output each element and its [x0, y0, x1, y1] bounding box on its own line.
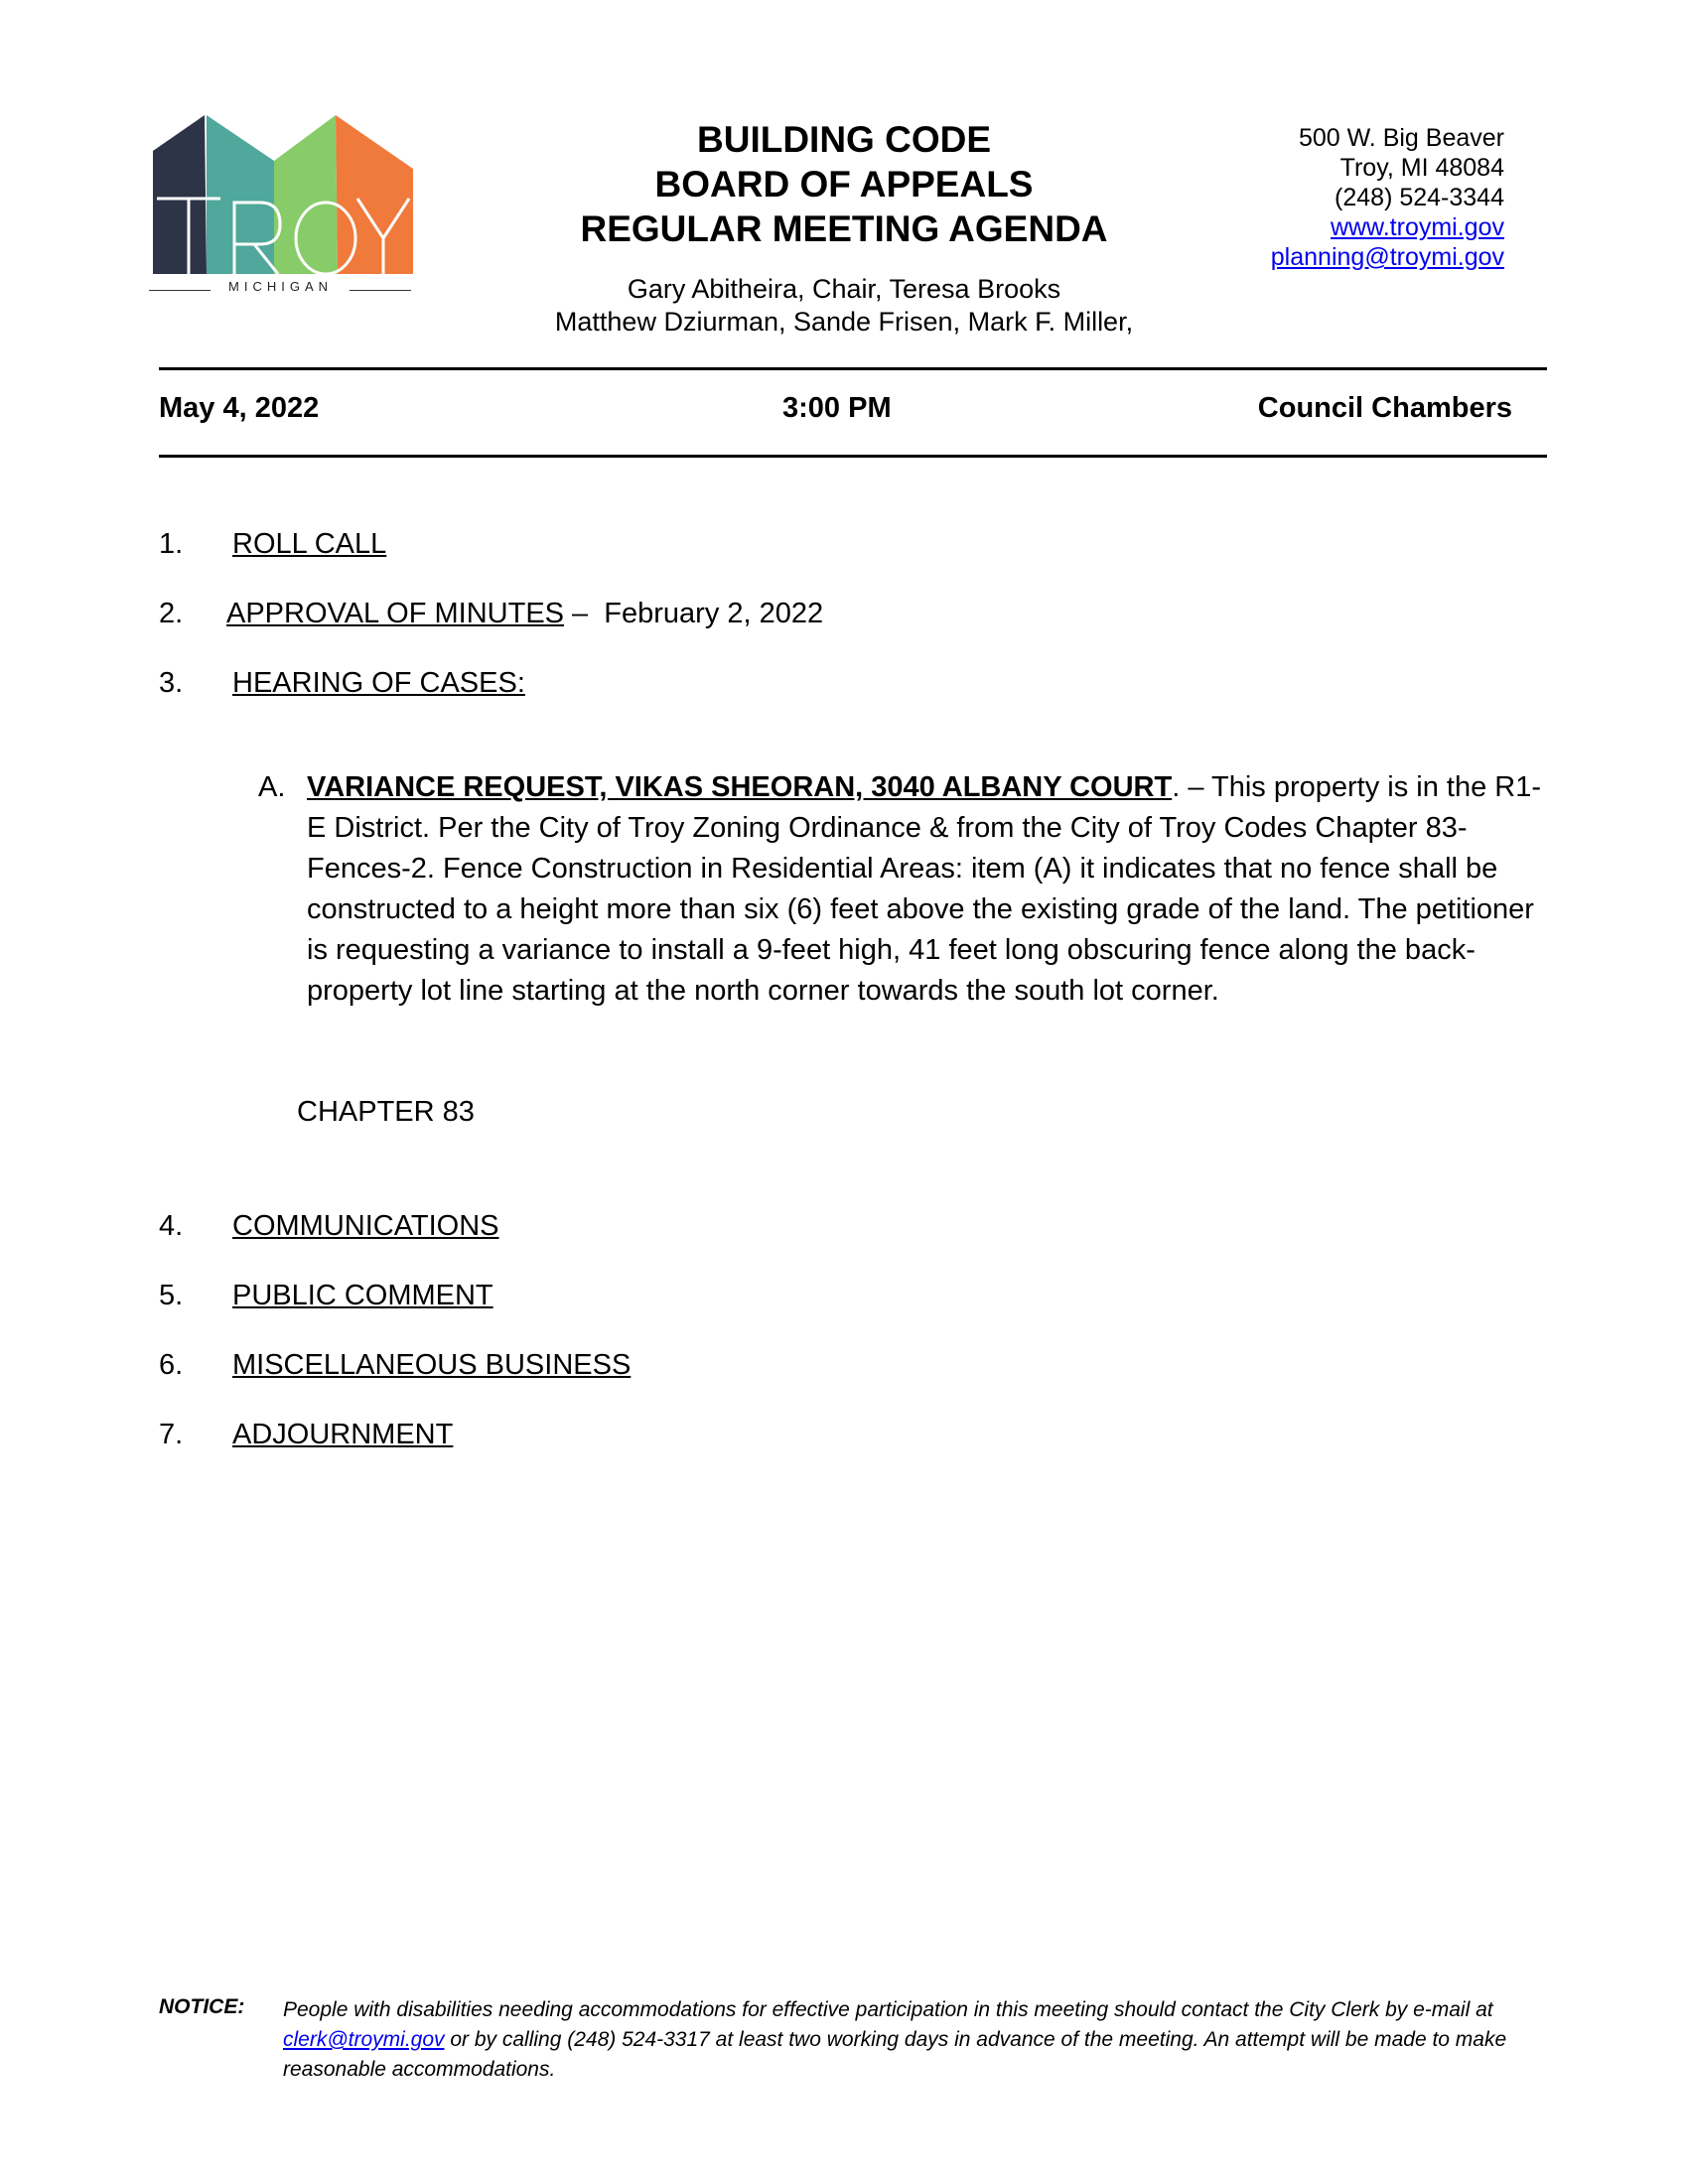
meeting-location: Council Chambers: [1257, 392, 1512, 424]
header-rule-top: [159, 367, 1547, 370]
header-rule-bottom: [159, 455, 1547, 458]
case-reference: CHAPTER 83: [297, 1096, 475, 1128]
case-description: [307, 767, 1549, 1012]
meeting-date: May 4, 2022: [159, 392, 320, 424]
case-body: . – This property is in the R1-E District. Per the City of Troy Zoning Ordinance & from the City of Troy Codes Chapter 83-Fences-2. Fence Construction in Residential Areas: item (A) it indicates that no fence shall be constructed to a height more than six (6) feet above the existing grade of the land. The petitioner is requesting a variance to install a 9-feet high, 41 feet long obscuring fence along the back-property lot line starting at the north corner towards the south lot corner.: [307, 771, 1542, 1007]
agenda-item-label: ADJOURNMENT: [232, 1419, 454, 1450]
planning-email-link[interactable]: planning@troymi.gov: [1270, 243, 1504, 271]
address-city: Troy, MI 48084: [1339, 154, 1504, 182]
title-line-1: BUILDING CODE: [697, 119, 991, 160]
notice-label: NOTICE:: [159, 1995, 245, 2018]
agenda-item-public-comment: 5. PUBLIC COMMENT: [159, 1280, 493, 1311]
troy-michigan-logo-icon: [149, 111, 419, 300]
logo-subtitle: MICHIGAN: [228, 279, 333, 294]
title-line-3: REGULAR MEETING AGENDA: [580, 208, 1108, 249]
agenda-item-suffix: – February 2, 2022: [564, 598, 824, 629]
agenda-item-label: ROLL CALL: [232, 528, 387, 560]
notice-text: People with disabilities needing accommodations for effective participation in this meeting should contact the City Clerk by e-mail at clerk@troymi.gov or by calling (248) 524-3317 at least two working days in advance of the meeting. An attempt will be made to make reasonable accommodations.: [283, 1998, 1507, 2081]
address-street: 500 W. Big Beaver: [1298, 124, 1504, 152]
agenda-item-label: HEARING OF CASES:: [232, 667, 525, 699]
meeting-time: 3:00 PM: [782, 392, 892, 424]
agenda-item-adjournment: 7. ADJOURNMENT: [159, 1419, 454, 1450]
agenda-item-hearing-of-cases: 3. HEARING OF CASES:: [159, 667, 525, 699]
agenda-item-label: COMMUNICATIONS: [232, 1210, 499, 1242]
members-line-1: Gary Abitheira, Chair, Teresa Brooks: [627, 274, 1061, 304]
address-phone: (248) 524-3344: [1335, 184, 1504, 211]
agenda-item-approval-of-minutes: 2. APPROVAL OF MINUTES – February 2, 2022: [159, 598, 824, 629]
case-heading: VARIANCE REQUEST, VIKAS SHEORAN, 3040 ALBANY COURT: [307, 771, 1173, 803]
case-a: [258, 767, 1549, 1012]
agenda-item-miscellaneous-business: 6. MISCELLANEOUS BUSINESS: [159, 1349, 632, 1381]
case-letter: A.: [258, 771, 286, 803]
agenda-item-communications: 4. COMMUNICATIONS: [159, 1210, 499, 1242]
agenda-item-roll-call: 1. ROLL CALL: [159, 528, 387, 560]
members-line-2: Matthew Dziurman, Sande Frisen, Mark F. Miller,: [554, 307, 1134, 337]
agenda-item-label: APPROVAL OF MINUTES: [226, 598, 564, 629]
agenda-item-label: PUBLIC COMMENT: [232, 1280, 493, 1311]
agenda-item-label: MISCELLANEOUS BUSINESS: [232, 1349, 632, 1381]
title-line-2: BOARD OF APPEALS: [654, 164, 1034, 205]
website-link[interactable]: www.troymi.gov: [1330, 213, 1504, 241]
clerk-email-link[interactable]: clerk@troymi.gov: [283, 2028, 445, 2051]
